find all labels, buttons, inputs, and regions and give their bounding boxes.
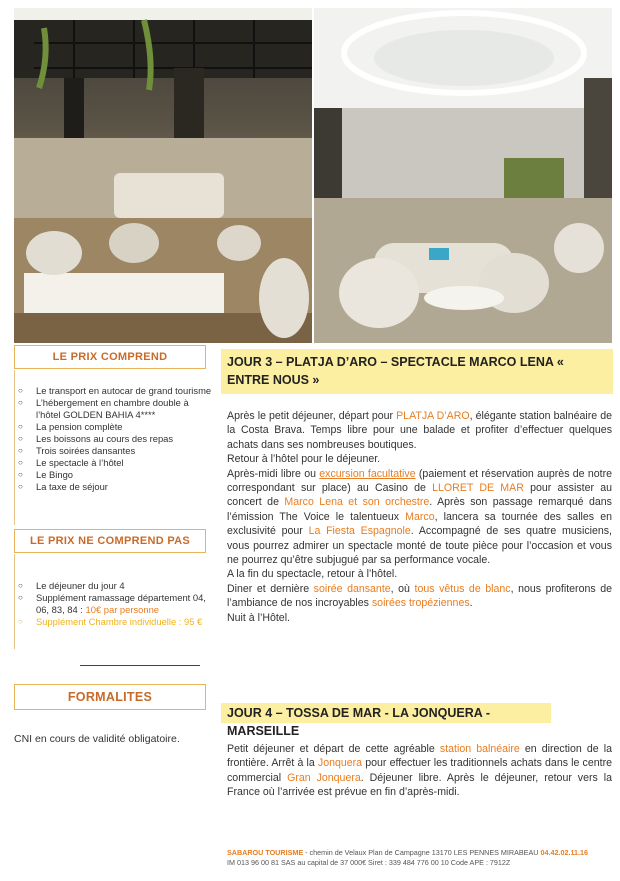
list-item-text: Supplément ramassage département 04, 06, 83, 84 : (36, 592, 206, 615)
circle-bullet-icon: ○ (18, 581, 23, 590)
list-item (14, 616, 214, 628)
circle-bullet-icon: ○ (18, 482, 23, 491)
circle-bullet-icon: ○ (18, 386, 23, 395)
day4-paragraph: Petit déjeuner et départ de cette agréable station balnéaire en direction de la frontière. Arrêt à la Jonquera pour effectuer les traditionnels achats dans le centre commercial Gran Jonquera. Déjeuner libre. Après le déjeuner, retour vers la France où l’arrivée est prévue en fin d’après-midi. (227, 743, 612, 799)
list-item-text: L’hébergement en chambre double à l’hôtel GOLDEN BAHIA 4**** (36, 397, 189, 420)
list-item-text: Supplément Chambre individuelle : 95 € (36, 616, 203, 627)
footer-brand: SABAROU TOURISME (227, 848, 304, 857)
separator-line (80, 665, 200, 666)
list-item-text: Le déjeuner du jour 4 (36, 580, 125, 591)
circle-bullet-icon: ○ (18, 593, 23, 602)
day4-title: JOUR 4 – TOSSA DE MAR - LA JONQUERA - MARSEILLE (221, 703, 551, 723)
day3-paragraph-6: Nuit à l’Hôtel. (227, 611, 290, 624)
list-item-text: Le transport en autocar de grand tourisme (36, 385, 212, 396)
footer (227, 848, 607, 868)
circle-bullet-icon: ○ (18, 446, 23, 455)
day3-body (227, 409, 612, 625)
list-item (14, 481, 214, 493)
formalites-title: FORMALITES (67, 690, 153, 704)
day3-paragraph-5: Diner et dernière soirée dansante, où tous vêtus de blanc, nous profiterons de l’ambiance de nos incroyables soirées tropéziennes. (227, 582, 612, 610)
prix-ne-comprend-list (14, 580, 214, 628)
list-item (14, 580, 214, 592)
formalites-text: CNI en cours de validité obligatoire. (14, 733, 180, 745)
lounge-photo (314, 8, 612, 343)
day3-paragraph-1: Après le petit déjeuner, départ pour PLATJA D’ARO, élégante station balnéaire de la Costa Brava. Temps libre pour une balade et profiter d’effectuer quelques achats dans ses nombreuses boutiques. (227, 410, 613, 451)
footer-line-2: IM 013 96 00 81 SAS au capital de 37 000€ Siret : 339 484 776 00 10 Code APE : 7912Z (227, 858, 511, 867)
list-item-text: Les boissons au cours des repas (36, 433, 174, 444)
list-item (14, 397, 214, 421)
circle-bullet-icon: ○ (18, 470, 23, 479)
list-item-text: Trois soirées dansantes (36, 445, 136, 456)
day3-paragraph-4: A la fin du spectacle, retour à l’hôtel. (227, 568, 398, 581)
list-item (14, 445, 214, 457)
restaurant-photo (14, 8, 312, 343)
list-item-text: Le Bingo (36, 469, 74, 480)
day3-paragraph-2: Retour à l’hôtel pour le déjeuner. (227, 453, 381, 466)
list-item-text: La pension complète (36, 421, 123, 432)
circle-bullet-icon: ○ (18, 398, 23, 407)
day3-paragraph-3: Après-midi libre ou excursion facultative (paiement et réservation auprès de notre correspondant sur place) au Casino de LLORET DE MAR pour assister au concert de Marco Lena et son orchestre. Après son passage remarqué dans l’émission The Voice le talentueux Marco, lancera sa tournée des salles en exclusivité pour La Fiesta Espagnole. Accompagné de ses quatre musiciens, vous pourrez admirer un spectacle monté de toute pièce pour l’occasion et vous ne pourrez qu’être subjugué par sa performance vocale. (227, 467, 612, 567)
list-item (14, 421, 214, 433)
prix-ne-comprend-title: LE PRIX NE COMPREND PAS (29, 535, 191, 547)
formalites-header (14, 684, 206, 710)
prix-ne-comprend-header (14, 529, 206, 553)
list-item (14, 385, 214, 397)
footer-line-1 (227, 848, 607, 858)
footer-phone: 04.42.02.11.16 (540, 848, 589, 857)
circle-bullet-icon: ○ (18, 617, 23, 626)
prix-comprend-list (14, 385, 214, 493)
day3-title: JOUR 3 – PLATJA D’ARO – SPECTACLE MARCO LENA « ENTRE NOUS » (221, 349, 613, 394)
photo-strip (14, 8, 612, 343)
list-item (14, 469, 214, 481)
list-item-text: La taxe de séjour (36, 481, 108, 492)
list-item (14, 433, 214, 445)
circle-bullet-icon: ○ (18, 422, 23, 431)
list-item (14, 592, 214, 616)
circle-bullet-icon: ○ (18, 434, 23, 443)
circle-bullet-icon: ○ (18, 458, 23, 467)
day4-body (227, 742, 612, 800)
prix-comprend-header (14, 345, 206, 369)
prix-comprend-title: LE PRIX COMPREND (52, 351, 168, 363)
list-item-text: Le spectacle à l’hôtel (36, 457, 124, 468)
footer-address: - chemin de Velaux Plan de Campagne 13170 LES PENNES MIRABEAU (303, 848, 541, 857)
list-item (14, 457, 214, 469)
price-text: 10€ par personne (85, 604, 160, 615)
